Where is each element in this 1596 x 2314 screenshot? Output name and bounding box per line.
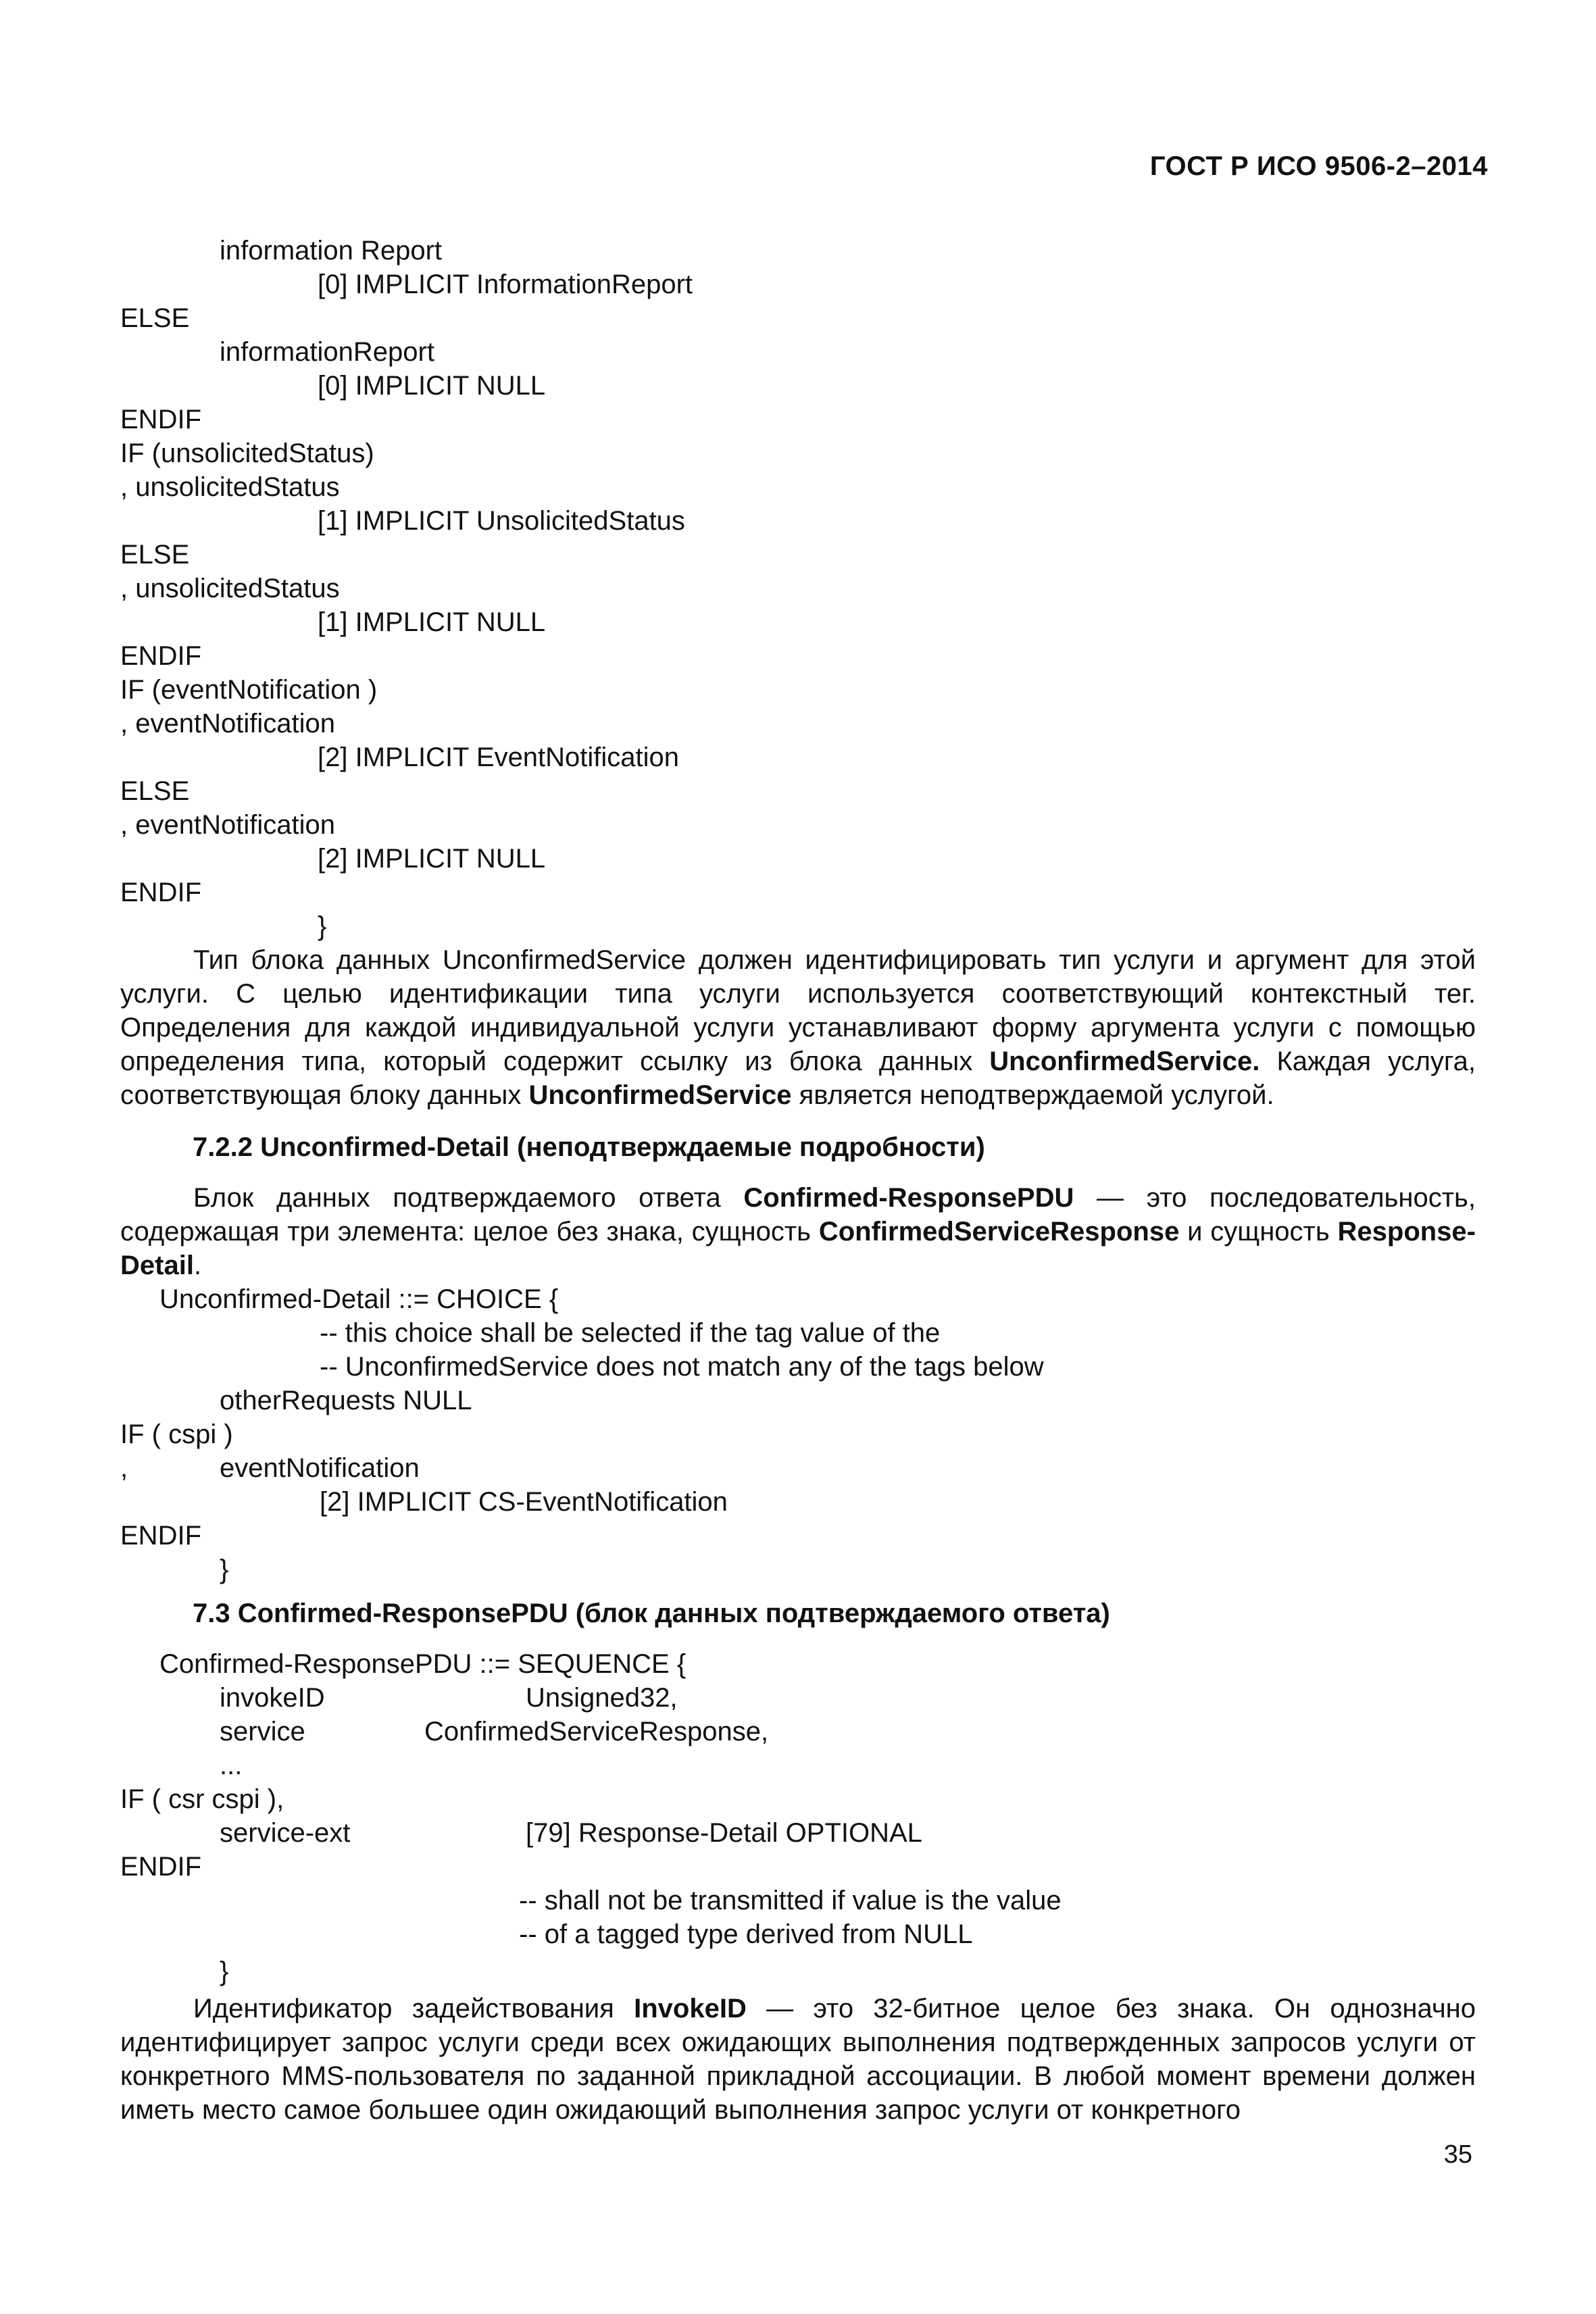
section-heading-7-2-2: 7.2.2 Unconfirmed-Detail (неподтверждаемые подробности)	[193, 1132, 985, 1162]
code-line: IF (eventNotification )	[120, 675, 378, 705]
code-line: ...	[220, 1751, 243, 1780]
document-header: ГОСТ Р ИСО 9506-2–2014	[1149, 151, 1488, 181]
code-line: ENDIF	[120, 641, 201, 671]
code-line: information Report	[220, 236, 443, 266]
code-line: IF ( csr cspi ),	[120, 1784, 284, 1814]
code-line: ENDIF	[120, 878, 201, 907]
section-heading-7-3: 7.3 Confirmed-ResponsePDU (блок данных подтверждаемого ответа)	[193, 1599, 1110, 1628]
code-line: }	[220, 1555, 229, 1584]
code-line: ENDIF	[120, 1852, 201, 1882]
code-line: [2] IMPLICIT CS-EventNotification	[320, 1487, 728, 1517]
paragraph-confirmed-response: Блок данных подтверждаемого ответа Confirmed-ResponsePDU — это последовательность, содержащая три элемента: целое без знака, сущность ConfirmedServiceResponse и сущность Response-Detail.	[120, 1183, 1476, 1280]
code-line: [1] IMPLICIT UnsolicitedStatus	[318, 506, 685, 536]
code-line: -- of a tagged type derived from NULL	[519, 1919, 973, 1949]
page-number: 35	[1443, 2140, 1472, 2169]
code-line: -- shall not be transmitted if value is the value	[519, 1886, 1062, 1915]
code-line: -- this choice shall be selected if the tag value of the	[320, 1318, 941, 1348]
code-line: [79] Response-Detail OPTIONAL	[526, 1818, 922, 1848]
code-line: ELSE	[120, 540, 190, 570]
code-line: ENDIF	[120, 1521, 201, 1551]
code-line: informationReport	[220, 337, 434, 367]
code-line: }	[220, 1957, 229, 1986]
code-line: [2] IMPLICIT NULL	[318, 844, 546, 874]
code-line: , eventNotification	[120, 810, 335, 840]
code-line: ,	[120, 1453, 128, 1483]
code-line: ENDIF	[120, 405, 201, 434]
code-line: ConfirmedServiceResponse,	[424, 1717, 769, 1746]
paragraph-unconfirmed-service: Тип блока данных UnconfirmedService должен идентифицировать тип услуги и аргумент для этой услуги. С целью идентификации типа услуги используется соответствующий контекстный тег. Определения для каждой индивидуальной услуги устанавливают форму аргумента услуги с помощью определения типа, который содержит ссылку из блока данных UnconfirmedService. Каждая услуга, соответствующая блоку данных UnconfirmedService является неподтверждаемой услугой.	[120, 945, 1476, 1110]
code-line: ELSE	[120, 303, 190, 333]
code-line: [0] IMPLICIT InformationReport	[318, 270, 693, 299]
code-line: ELSE	[120, 776, 190, 806]
code-line: }	[318, 911, 327, 941]
code-line: , eventNotification	[120, 709, 335, 738]
code-line: IF ( cspi )	[120, 1419, 233, 1449]
code-line: [0] IMPLICIT NULL	[318, 371, 546, 401]
code-line: eventNotification	[220, 1453, 420, 1483]
code-line: service	[220, 1717, 305, 1746]
code-line: [2] IMPLICIT EventNotification	[318, 743, 680, 772]
code-line: service-ext	[220, 1818, 351, 1848]
code-line: , unsolicitedStatus	[120, 574, 340, 603]
paragraph-invoke-id: Идентификатор задействования InvokeID — это 32-битное целое без знака. Он однозначно идентифицирует запрос услуги среди всех ожидающих выполнения подтвержденных запросов услуги от конкретного MMS-пользователя по заданной прикладной ассоциации. В любой момент времени должен иметь место самое большее один ожидающий выполнения запрос услуги от конкретного	[120, 1994, 1476, 2125]
code-line: Unsigned32,	[526, 1683, 678, 1713]
code-line: , unsolicitedStatus	[120, 472, 340, 502]
code-line: otherRequests NULL	[220, 1386, 472, 1415]
code-line: invokeID	[220, 1683, 325, 1713]
code-line: Unconfirmed-Detail ::= CHOICE {	[159, 1284, 559, 1314]
code-line: -- UnconfirmedService does not match any of the tags below	[320, 1352, 1044, 1382]
code-line: Confirmed-ResponsePDU ::= SEQUENCE {	[159, 1649, 687, 1679]
code-line: [1] IMPLICIT NULL	[318, 607, 546, 637]
code-line: IF (unsolicitedStatus)	[120, 438, 374, 468]
